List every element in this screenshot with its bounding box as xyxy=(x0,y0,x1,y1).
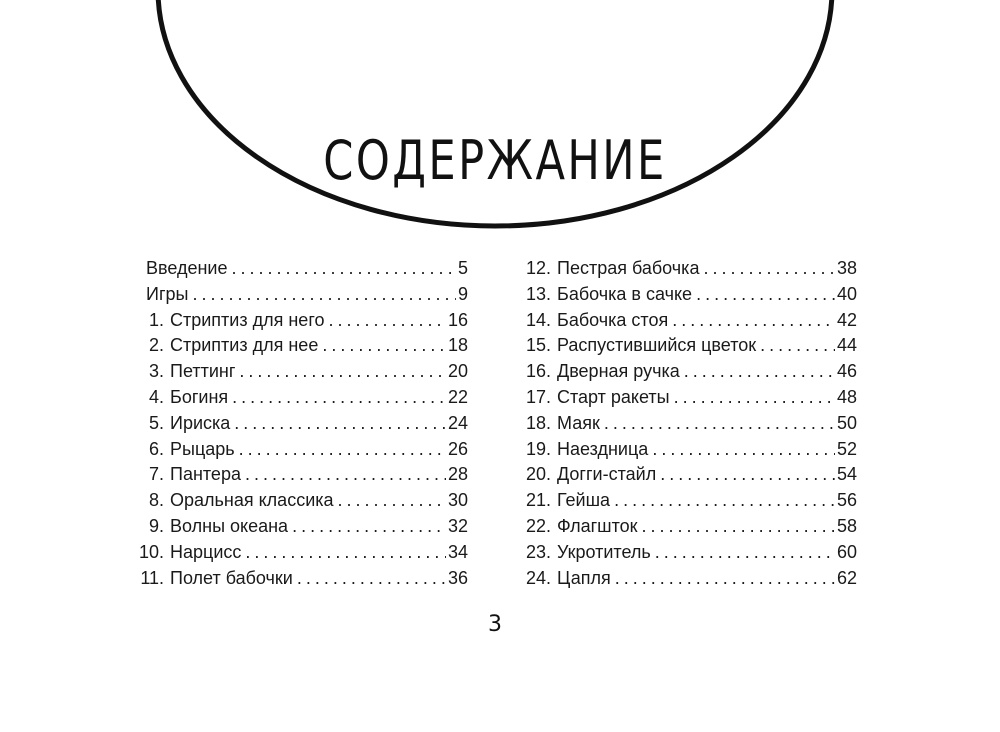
toc-entry-title: Маяк xyxy=(557,412,600,433)
toc-entry-number: 10. xyxy=(138,541,164,562)
toc-entry-page: 24 xyxy=(447,412,468,433)
toc-entry xyxy=(128,514,468,540)
toc-dot-leader xyxy=(652,437,835,463)
toc-entry-title: Волны океана xyxy=(170,515,289,536)
toc-entry-title: Пестрая бабочка xyxy=(557,258,700,278)
toc-entry xyxy=(128,566,468,592)
toc-entry-title: Дверная ручка xyxy=(557,361,680,382)
toc-entry-title: Распустившийся цветок xyxy=(557,335,757,356)
toc-entry-number: 18. xyxy=(525,412,551,433)
page-number: 3 xyxy=(488,612,502,637)
toc-entry-title: Цапля xyxy=(557,567,611,588)
toc-dot-leader xyxy=(338,488,446,514)
toc-entry-page: 48 xyxy=(836,386,857,407)
toc-dot-leader xyxy=(239,359,446,385)
toc-entry xyxy=(515,540,857,566)
toc-entry-number: 16. xyxy=(525,361,551,382)
toc-entry xyxy=(128,308,468,334)
toc-entry xyxy=(515,462,857,488)
toc-entry xyxy=(515,385,857,411)
toc-entry-page: 50 xyxy=(836,412,857,433)
toc-entry-page: 28 xyxy=(447,464,468,485)
toc-dot-leader xyxy=(655,540,835,566)
toc-dot-leader xyxy=(239,437,446,463)
toc-entry-number: 20. xyxy=(525,464,551,485)
toc-entry-title: Стриптиз для нее xyxy=(170,335,319,356)
toc-entry-number: 24. xyxy=(525,567,551,588)
toc-dot-leader xyxy=(245,540,446,566)
toc-dot-leader xyxy=(292,514,446,540)
toc-entry-title: Рыцарь xyxy=(170,438,235,459)
toc-entry-title: Нарцисс xyxy=(170,541,242,562)
toc-dot-leader xyxy=(672,308,835,334)
toc-dot-leader xyxy=(297,566,446,592)
toc-entry-page: 62 xyxy=(836,567,857,588)
toc-entry-page: 54 xyxy=(836,464,857,485)
toc-entry-number: 17. xyxy=(525,386,551,407)
toc-entry-number: 5. xyxy=(148,412,164,433)
toc-dot-leader xyxy=(232,256,456,282)
toc-entry-title: Бабочка стоя xyxy=(557,309,669,330)
toc-entry-page: 52 xyxy=(836,438,857,459)
toc-entry xyxy=(128,385,468,411)
toc-entry-page: 44 xyxy=(836,335,857,356)
toc-entry xyxy=(128,437,468,463)
toc-dot-leader xyxy=(614,488,835,514)
toc-dot-leader xyxy=(615,566,835,592)
toc-entry-number: 21. xyxy=(525,490,551,511)
toc-entry xyxy=(515,256,857,282)
toc-dot-leader xyxy=(684,359,835,385)
toc-dot-leader xyxy=(234,411,446,437)
toc-entry-page: 20 xyxy=(447,361,468,382)
toc-entry-title: Полет бабочки xyxy=(170,567,293,588)
toc-entry-page: 58 xyxy=(836,515,857,536)
toc-entry xyxy=(515,411,857,437)
toc-entry-page: 26 xyxy=(447,438,468,459)
toc-entry-number: 12. xyxy=(525,258,551,278)
toc-dot-leader xyxy=(703,256,835,282)
toc-entry-title: Петтинг xyxy=(170,361,236,382)
toc-entry-title: Стриптиз для него xyxy=(170,309,325,330)
toc-entry-title: Введение xyxy=(146,258,228,278)
toc-entry-page: 56 xyxy=(836,490,857,511)
toc-dot-leader xyxy=(329,308,446,334)
toc-entry-number: 22. xyxy=(525,515,551,536)
toc-entry-number: 2. xyxy=(148,335,164,356)
toc-entry-number: 15. xyxy=(525,335,551,356)
toc-entry-page: 60 xyxy=(836,541,857,562)
toc-entry-number: 4. xyxy=(148,386,164,407)
toc-entry-number: 3. xyxy=(148,361,164,382)
toc-dot-leader xyxy=(760,333,835,359)
toc-entry xyxy=(128,359,468,385)
toc-entry-number: 14. xyxy=(525,309,551,330)
toc-entry xyxy=(128,333,468,359)
toc-entry xyxy=(128,462,468,488)
toc-entry-page: 40 xyxy=(836,283,857,304)
toc-entry-title: Старт ракеты xyxy=(557,386,670,407)
toc-entry-title: Укротитель xyxy=(557,541,651,562)
toc-entry-title: Ириска xyxy=(170,412,231,433)
toc-dot-leader xyxy=(245,462,446,488)
toc-entry-page: 46 xyxy=(836,361,857,382)
toc-entry-title: Бабочка в сачке xyxy=(557,283,693,304)
toc-entry xyxy=(515,514,857,540)
toc-dot-leader xyxy=(660,462,835,488)
toc-entry-number: 23. xyxy=(525,541,551,562)
header-oval-decoration xyxy=(0,0,1000,240)
toc-entry xyxy=(128,488,468,514)
toc-entry-page: 16 xyxy=(447,309,468,330)
toc-entry xyxy=(128,540,468,566)
toc-entry-number: 6. xyxy=(148,438,164,459)
toc-entry-title: Догги-стайл xyxy=(557,464,657,485)
toc-entry xyxy=(515,333,857,359)
toc-entry xyxy=(515,359,857,385)
toc-entry-page: 34 xyxy=(447,541,468,562)
toc-entry-number: 1. xyxy=(148,309,164,330)
page-title: СОДЕРЖАНИЕ xyxy=(323,129,667,192)
toc-entry-title: Наездница xyxy=(557,438,649,459)
toc-dot-leader xyxy=(322,333,446,359)
toc-entry-page: 36 xyxy=(447,567,468,588)
toc-entry xyxy=(515,566,857,592)
toc-entry-page: 9 xyxy=(457,283,468,304)
toc-dot-leader xyxy=(232,385,446,411)
toc-entry-page: 22 xyxy=(447,386,468,407)
toc-dot-leader xyxy=(192,282,456,308)
toc-entry-title: Игры xyxy=(146,283,189,304)
toc-entry-number: 19. xyxy=(525,438,551,459)
toc-dot-leader xyxy=(604,411,835,437)
toc-entry-number: 9. xyxy=(148,515,164,536)
toc-entry-title: Пантера xyxy=(170,464,241,485)
toc-entry-page: 5 xyxy=(457,258,468,278)
toc-entry-title: Оральная классика xyxy=(170,490,334,511)
toc-entry-title: Флагшток xyxy=(557,515,638,536)
toc-entry-number: 13. xyxy=(525,283,551,304)
toc-entry-number: 8. xyxy=(148,490,164,511)
toc-entry xyxy=(128,282,468,308)
toc-entry-page: 32 xyxy=(447,515,468,536)
toc-entry-title: Гейша xyxy=(557,490,611,511)
toc-entry-page: 38 xyxy=(836,258,857,278)
toc-entry xyxy=(515,488,857,514)
toc-entry-number: 11. xyxy=(140,567,164,588)
toc-entry xyxy=(515,282,857,308)
toc-entry-page: 30 xyxy=(447,490,468,511)
toc-entry xyxy=(128,411,468,437)
toc-dot-leader xyxy=(674,385,835,411)
toc-dot-leader xyxy=(642,514,835,540)
toc-entry-number: 7. xyxy=(148,464,164,485)
toc-dot-leader xyxy=(696,282,835,308)
toc-entry-page: 18 xyxy=(447,335,468,356)
toc-entry-title: Богиня xyxy=(170,386,229,407)
toc-entry xyxy=(128,256,468,282)
toc-left-column xyxy=(128,256,468,591)
toc-right-column xyxy=(515,256,857,591)
toc-entry xyxy=(515,437,857,463)
toc-entry xyxy=(515,308,857,334)
toc-entry-page: 42 xyxy=(836,309,857,330)
